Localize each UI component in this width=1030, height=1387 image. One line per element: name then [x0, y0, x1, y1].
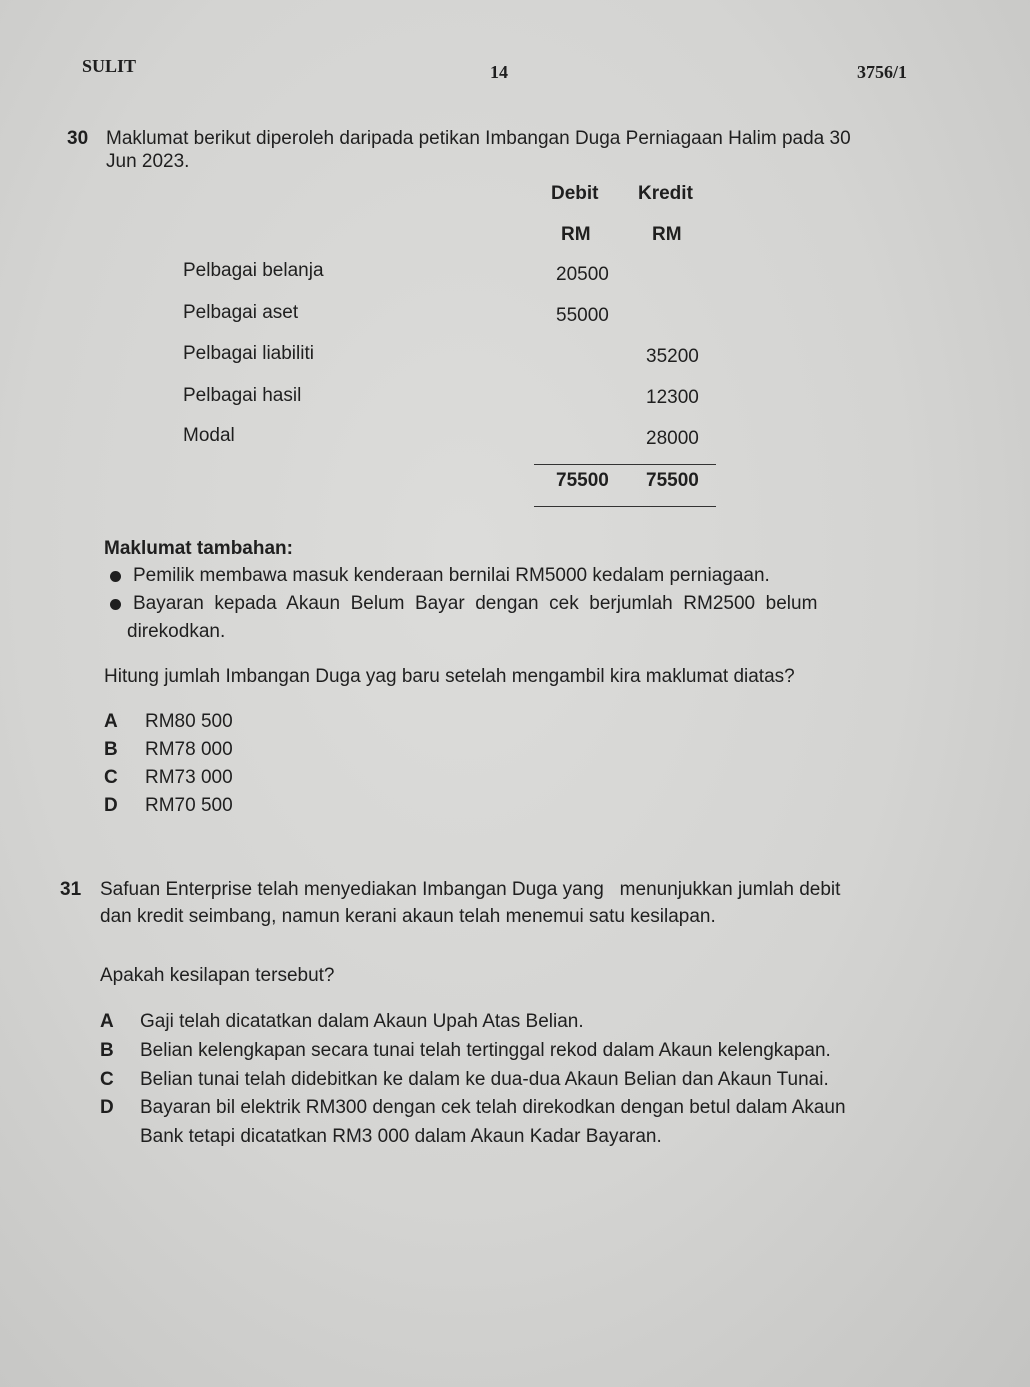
option-a[interactable]: Gaji telah dicatatkan dalam Akaun Upah Atas Belian. [140, 1011, 584, 1032]
column-header-debit: Debit [551, 183, 599, 204]
option-letter: A [104, 711, 118, 732]
option-letter: D [104, 795, 118, 816]
debit-value: 20500 [556, 264, 609, 285]
question-stem: Safuan Enterprise telah menyediakan Imbangan Duga yang menunjukkan jumlah debit [100, 879, 841, 900]
extra-info-item: Bayaran kepada Akaun Belum Bayar dengan cek berjumlah RM2500 belum [133, 593, 818, 614]
column-unit-kredit: RM [652, 224, 682, 245]
option-letter: B [100, 1040, 114, 1061]
kredit-value: 28000 [646, 428, 699, 449]
row-label: Pelbagai liabiliti [183, 343, 314, 364]
question-stem: dan kredit seimbang, namun kerani akaun telah menemui satu kesilapan. [100, 906, 716, 927]
option-a[interactable]: RM80 500 [145, 711, 233, 732]
option-letter: A [100, 1011, 114, 1032]
debit-value: 55000 [556, 305, 609, 326]
option-letter: B [104, 739, 118, 760]
paper-code: 3756/1 [857, 62, 908, 82]
sulit-label: SULIT [82, 56, 137, 76]
row-label: Pelbagai belanja [183, 260, 324, 281]
kredit-value: 12300 [646, 387, 699, 408]
option-d[interactable]: RM70 500 [145, 795, 233, 816]
question-number: 31 [60, 879, 82, 900]
option-letter: D [100, 1097, 114, 1118]
bullet-icon [110, 599, 121, 610]
row-label: Modal [183, 425, 235, 446]
question-number: 30 [67, 128, 89, 149]
question-stem: Jun 2023. [106, 151, 190, 172]
extra-info-title: Maklumat tambahan: [104, 538, 293, 559]
option-d-continued: Bank tetapi dicatatkan RM3 000 dalam Akaun Kadar Bayaran. [140, 1126, 662, 1147]
row-label: Pelbagai hasil [183, 385, 302, 406]
option-letter: C [100, 1069, 114, 1090]
kredit-value: 35200 [646, 346, 699, 367]
page-number: 14 [490, 62, 508, 82]
option-c[interactable]: RM73 000 [145, 767, 233, 788]
question-text: Hitung jumlah Imbangan Duga yag baru setelah mengambil kira maklumat diatas? [104, 666, 795, 687]
option-b[interactable]: Belian kelengkapan secara tunai telah tertinggal rekod dalam Akaun kelengkapan. [140, 1040, 831, 1061]
extra-info-item: direkodkan. [127, 621, 226, 642]
option-c[interactable]: Belian tunai telah didebitkan ke dalam ke dua-dua Akaun Belian dan Akaun Tunai. [140, 1069, 829, 1090]
kredit-total: 75500 [646, 470, 699, 491]
column-header-kredit: Kredit [638, 183, 693, 204]
row-label: Pelbagai aset [183, 302, 299, 323]
bullet-icon [110, 571, 121, 582]
option-d[interactable]: Bayaran bil elektrik RM300 dengan cek telah direkodkan dengan betul dalam Akaun [140, 1097, 846, 1118]
option-letter: C [104, 767, 118, 788]
total-rule-top [534, 464, 716, 465]
question-text: Apakah kesilapan tersebut? [100, 965, 335, 986]
total-rule-bottom [534, 506, 716, 507]
debit-total: 75500 [556, 470, 609, 491]
option-b[interactable]: RM78 000 [145, 739, 233, 760]
column-unit-debit: RM [561, 224, 591, 245]
extra-info-item: Pemilik membawa masuk kenderaan bernilai RM5000 kedalam perniagaan. [133, 565, 770, 586]
question-stem: Maklumat berikut diperoleh daripada petikan Imbangan Duga Perniagaan Halim pada 30 [106, 128, 851, 149]
